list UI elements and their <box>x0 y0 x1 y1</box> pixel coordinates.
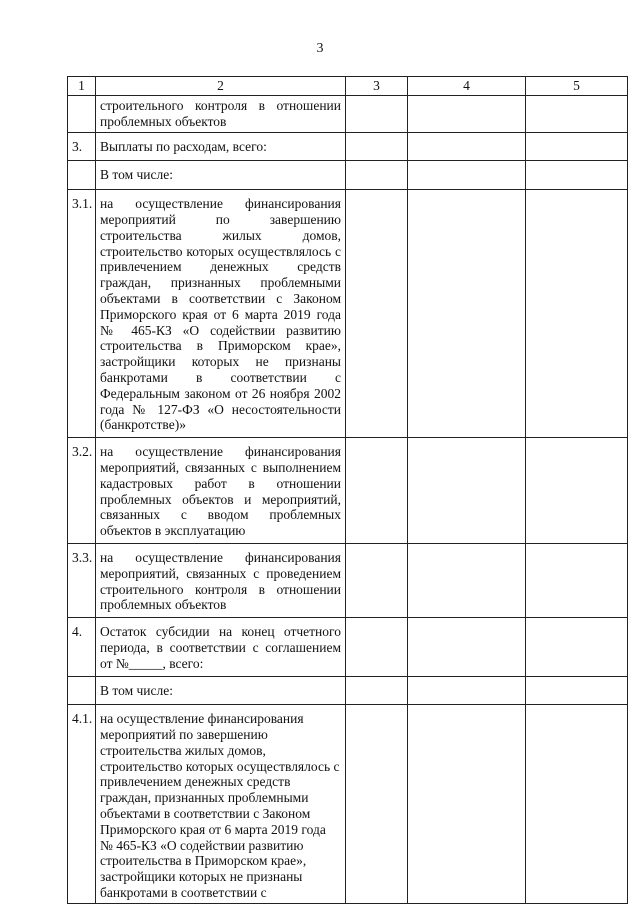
col-header-1: 1 <box>68 77 96 96</box>
value-cell <box>526 705 628 904</box>
row-text: на осуществление финансирования мероприятий, связанных с проведением строительного контроля в отношении проблемных объектов <box>96 543 346 617</box>
col-header-4: 4 <box>408 77 526 96</box>
table-row <box>68 705 628 904</box>
value-cell <box>408 676 526 705</box>
page-number: 3 <box>316 41 324 56</box>
value-cell <box>526 96 628 133</box>
row-number: 3. <box>68 132 96 161</box>
value-cell <box>408 618 526 676</box>
header-row <box>68 77 628 96</box>
table-row <box>68 161 628 190</box>
row-text: на осуществление финансирования мероприятий по завершению строительства жилых домов, строительство которых осуществлялось с привлечением денежных средств граждан, признанных проблемными объектами в соответствии с Законом Приморского края от 6 марта 2019 года № 465-КЗ «О содействии развитию строительства в Приморском крае», застройщики которых не признаны банкротами в соответствии с Федеральным законом от 26 ноября 2002 года № 127-ФЗ «О несостоятельности (банкротстве)» <box>96 190 346 438</box>
col-header-3: 3 <box>346 77 408 96</box>
value-cell <box>346 190 408 438</box>
value-cell <box>346 96 408 133</box>
value-cell <box>526 438 628 544</box>
col-header-5: 5 <box>526 77 628 96</box>
value-cell <box>526 161 628 190</box>
value-cell <box>408 705 526 904</box>
value-cell <box>526 618 628 676</box>
value-cell <box>346 438 408 544</box>
value-cell <box>408 132 526 161</box>
value-cell <box>346 676 408 705</box>
row-text: Выплаты по расходам, всего: <box>96 132 346 161</box>
value-cell <box>346 618 408 676</box>
table-row <box>68 132 628 161</box>
value-cell <box>526 543 628 617</box>
value-cell <box>526 676 628 705</box>
row-text: строительного контроля в отношении проблемных объектов <box>96 96 346 133</box>
row-number: 3.3. <box>68 543 96 617</box>
row-number <box>68 96 96 133</box>
row-number <box>68 676 96 705</box>
col-header-2: 2 <box>96 77 346 96</box>
value-cell <box>346 132 408 161</box>
value-cell <box>526 132 628 161</box>
row-text: В том числе: <box>96 161 346 190</box>
value-cell <box>526 190 628 438</box>
value-cell <box>346 543 408 617</box>
value-cell <box>408 161 526 190</box>
row-number: 4.1. <box>68 705 96 904</box>
report-table <box>67 76 628 904</box>
value-cell <box>346 705 408 904</box>
table-row <box>68 190 628 438</box>
table-row <box>68 676 628 705</box>
row-text: Остаток субсидии на конец отчетного периода, в соответствии с соглашением от №_____, всего: <box>96 618 346 676</box>
table-row <box>68 618 628 676</box>
table-row <box>68 96 628 133</box>
row-number: 3.2. <box>68 438 96 544</box>
table-row <box>68 543 628 617</box>
table-row <box>68 438 628 544</box>
row-text: на осуществление финансирования мероприятий, связанных с выполнением кадастровых работ в отношении проблемных объектов и мероприятий, связанных с вводом проблемных объектов в эксплуатацию <box>96 438 346 544</box>
value-cell <box>346 161 408 190</box>
row-text: В том числе: <box>96 676 346 705</box>
value-cell <box>408 438 526 544</box>
row-number: 4. <box>68 618 96 676</box>
row-number <box>68 161 96 190</box>
value-cell <box>408 96 526 133</box>
value-cell <box>408 543 526 617</box>
value-cell <box>408 190 526 438</box>
row-number: 3.1. <box>68 190 96 438</box>
row-text: на осуществление финансирования мероприятий по завершению строительства жилых домов, строительство которых осуществлялось с привлечением денежных средств граждан, признанных проблемными объектами в соответствии с Законом Приморского края от 6 марта 2019 года № 465-КЗ «О содействии развитию строительства в Приморском крае», застройщики которых не признаны банкротами в соответствии с <box>96 705 346 904</box>
